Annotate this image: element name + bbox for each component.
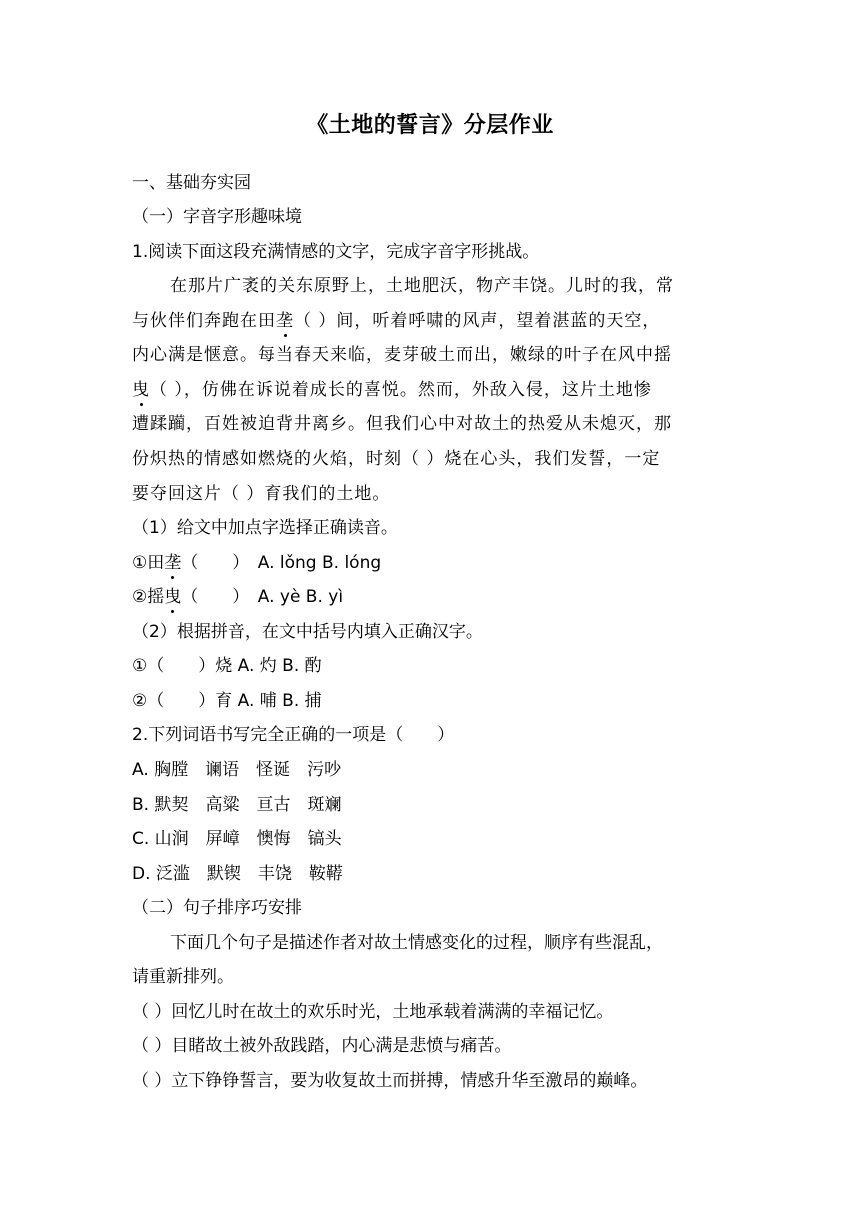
fill-option: ②（ ）育 A. 哺 B. 捕: [132, 691, 322, 711]
instruction-line: 下面几个句子是描述作者对故土情感变化的过程，顺序有些混乱，: [170, 933, 663, 953]
subsection-heading: （二）句子排序巧安排: [132, 898, 302, 918]
option-text: （ ） A. lǒng B. lóng: [181, 553, 382, 573]
passage-line: 内心满是惬意。每当春天来临，麦芽破土而出，嫩绿的叶子在风中摇: [132, 345, 672, 365]
dotted-char: 曳: [132, 380, 150, 400]
dotted-char: 垄: [164, 553, 182, 573]
passage-text: （ ），仿佛在诉说着成长的喜悦。然而，外敌入侵，这片土地惨: [150, 380, 652, 400]
choice-d: D. 泛滥 默锲 丰饶 鞍鞯: [132, 864, 343, 884]
option-text: ②摇: [132, 587, 165, 607]
passage-line: 份炽热的情感如燃烧的火焰，时刻（ ）烧在心头，我们发誓，一定: [132, 449, 661, 469]
question-1: 1.阅读下面这段充满情感的文字，完成字音字形挑战。: [132, 242, 540, 262]
question-2: 2.下列词语书写完全正确的一项是（ ）: [132, 725, 455, 745]
passage-line: [132, 309, 660, 333]
fill-option: ①（ ）烧 A. 灼 B. 酌: [132, 656, 322, 676]
passage-text: （ ）间，听着呼啸的风声，望着湛蓝的天空，: [294, 311, 661, 331]
sub-question-1: （1）给文中加点字选择正确读音。: [132, 518, 398, 538]
dotted-char: 垄: [276, 311, 294, 331]
section-heading: 一、基础夯实园: [132, 173, 251, 193]
passage-line: 要夺回这片（ ）育我们的土地。: [132, 484, 391, 504]
option-line: [132, 551, 381, 575]
passage-text: 与伙伴们奔跑在田: [132, 311, 276, 331]
sequence-item: （ ）回忆儿时在故土的欢乐时光，土地承载着满满的幸福记忆。: [132, 1002, 614, 1022]
subsection-heading: （一）字音字形趣味境: [132, 207, 302, 227]
sequence-item: （ ）立下铮铮誓言，要为收复故土而拼搏，情感升华至激昂的巅峰。: [132, 1071, 648, 1091]
sub-question-2: （2）根据拼音，在文中括号内填入正确汉字。: [132, 622, 483, 642]
instruction-line: 请重新排列。: [132, 967, 234, 987]
option-text: （ ） A. yè B. yì: [181, 587, 344, 607]
passage-line: 遭蹂躏，百姓被迫背井离乡。但我们心中对故土的热爱从未熄灭，那: [132, 414, 672, 434]
document-title: 《土地的誓言》分层作业: [306, 113, 554, 138]
choice-a: A. 胸膛 谰语 怪诞 污吵: [132, 760, 342, 780]
passage-line: 在那片广袤的关东原野上，土地肥沃，物产丰饶。儿时的我，常: [170, 276, 674, 296]
passage-line: [132, 378, 652, 402]
dotted-char: 曳: [164, 587, 182, 607]
option-text: ①田: [132, 553, 165, 573]
choice-b: B. 默契 高粱 亘古 斑斓: [132, 795, 342, 815]
choice-c: C. 山涧 屏嶂 懊悔 镐头: [132, 829, 342, 849]
sequence-item: （ ）目睹故土被外敌践踏，内心满是悲愤与痛苦。: [132, 1036, 512, 1056]
option-line: [132, 585, 343, 609]
